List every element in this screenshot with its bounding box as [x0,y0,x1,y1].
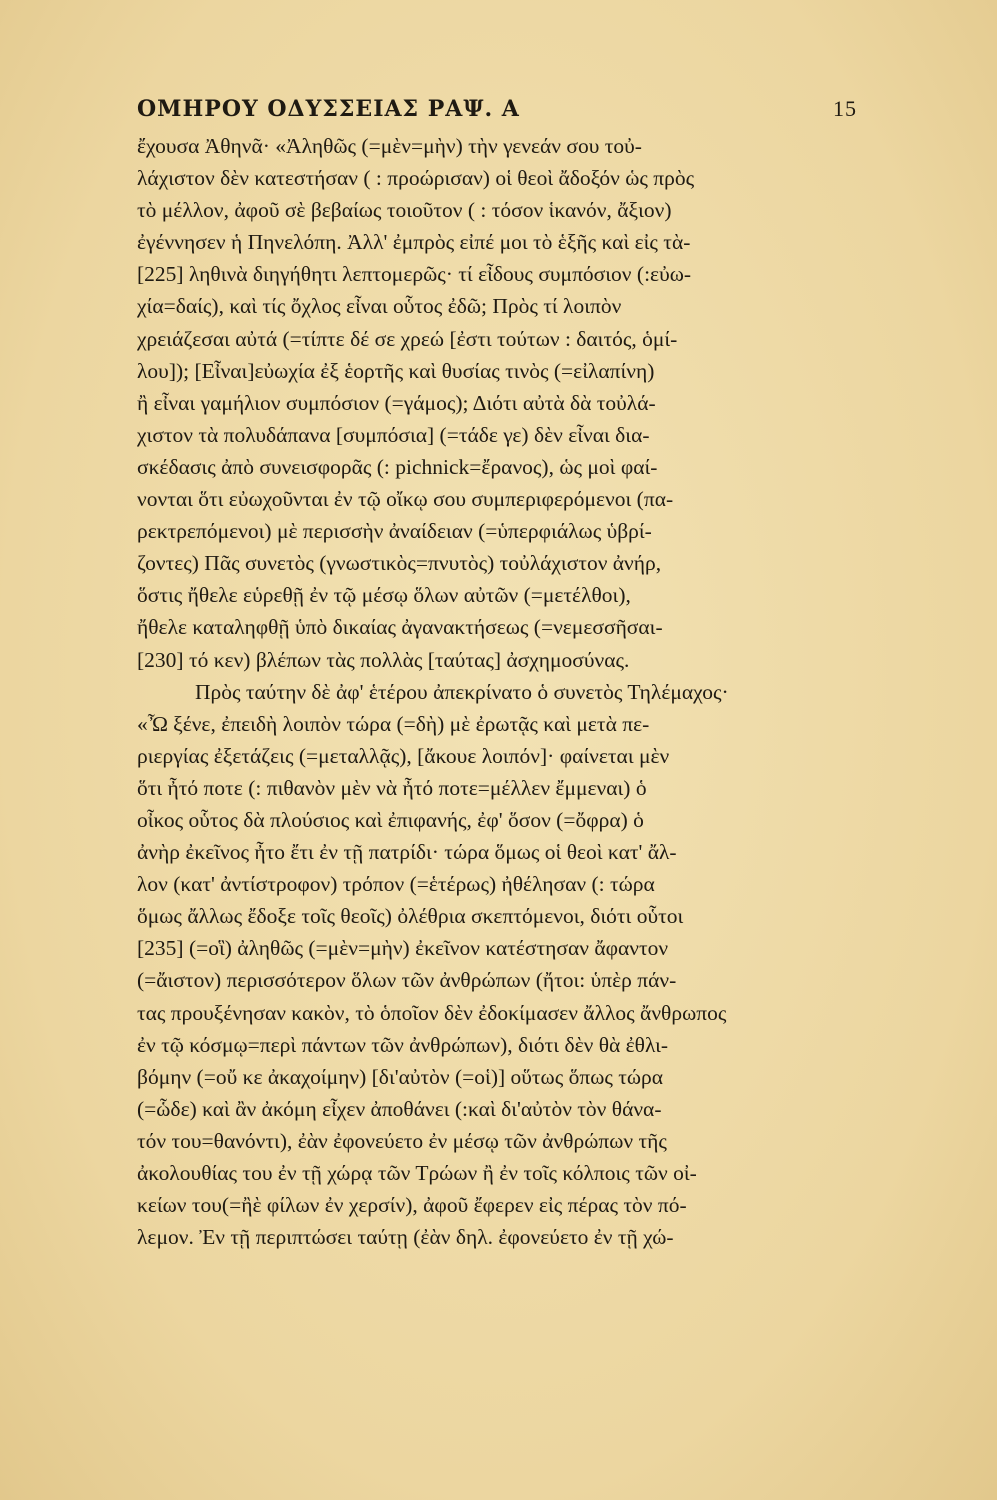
text-line: τας προυξένησαν κακὸν, τὸ ὁποῖον δὲν ἐδοκίμασεν ἄλλος ἄνθρωπος [137,1000,727,1025]
text-line: λάχιστον δὲν κατεστήσαν ( : προώρισαν) οἱ θεοὶ ἄδοξόν ὡς πρὸς [137,166,695,191]
page-number: 15 [833,96,857,121]
text-line: ἢ εἶναι γαμήλιον συμπόσιον (=γάμος); Διότι αὐτὰ δὰ τοὐλά- [137,390,656,415]
body-text [137,130,859,1253]
running-header [137,96,857,122]
text-line: λον (κατ' ἀντίστροφον) τρόπον (=ἑτέρως) ἠθέλησαν (: τώρα [137,872,655,897]
text-line: ἤθελε καταληφθῇ ὑπὸ δικαίας ἀγανακτήσεως (=νεμεσσῆσαι- [137,615,663,640]
text-line: κείων του(=ἢὲ φίλων ἐν χερσίν), ἀφοῦ ἔφερεν εἰς πέρας τὸν πό- [137,1193,687,1218]
text-line: (=ἄιστον) περισσότερον ὅλων τῶν ἀνθρώπων (ἤτοι: ὑπὲρ πάν- [137,968,677,993]
text-line-paragraph-start: Πρὸς ταύτην δὲ ἀφ' ἑτέρου ἀπεκρίνατο ὁ συνετὸς Τηλέμαχος· [195,679,729,704]
text-line: [230] τό κεν) βλέπων τὰς πολλὰς [ταύτας] ἀσχημοσύνας. [137,647,630,672]
text-line: χρειάζεσαι αὐτά (=τίπτε δέ σε χρεώ [ἐστι τούτων : δαιτός, ὁμί- [137,326,678,351]
text-line: ἐν τῷ κόσμῳ=περὶ πάντων τῶν ἀνθρώπων), διότι δὲν θὰ ἐθλι- [137,1032,669,1057]
text-line: ὅμως ἄλλως ἔδοξε τοῖς θεοῖς) ὀλέθρια σκεπτόμενοι, διότι οὗτοι [137,904,684,929]
text-line: ἀνὴρ ἐκεῖνος ἦτο ἔτι ἐν τῇ πατρίδι· τώρα ὅμως οἱ θεοὶ κατ' ἄλ- [137,840,677,865]
text-line: ὅτι ἦτό ποτε (: πιθανὸν μὲν νὰ ἦτό ποτε=μέλλεν ἔμμεναι) ὁ [137,775,647,800]
text-line: οἶκος οὗτος δὰ πλούσιος καὶ ἐπιφανής, ἐφ' ὅσον (=ὄφρα) ὁ [137,807,644,832]
text-line: χία=δαίς), καὶ τίς ὄχλος εἶναι οὗτος ἐδῶ; Πρὸς τί λοιπὸν [137,294,622,319]
text-line: [235] (=οἳ) ἀληθῶς (=μὲν=μὴν) ἐκεῖνον κατέστησαν ἄφαντον [137,936,669,961]
text-line: τόν του=θανόντι), ἐὰν ἐφονεύετο ἐν μέσῳ τῶν ἀνθρώπων τῆς [137,1128,667,1153]
text-line: «Ὦ ξένε, ἐπειδὴ λοιπὸν τώρα (=δὴ) μὲ ἐρωτᾷς καὶ μετὰ πε- [137,711,650,736]
text-line: ἐγέννησεν ἡ Πηνελόπη. Ἀλλ' ἐμπρὸς εἰπέ μοι τὸ ἑξῆς καὶ εἰς τὰ- [137,230,691,255]
text-line: τὸ μέλλον, ἀφοῦ σὲ βεβαίως τοιοῦτον ( : τόσον ἱκανόν, ἄξιον) [137,198,672,223]
header-title: ΟΜΗΡΟΥ ΟΔΥΣΣΕΙΑΣ ΡΑΨ. Α [137,96,520,122]
text-line: λου]); [Εἶναι]εὐωχία ἐξ ἑορτῆς καὶ θυσίας τινὸς (=εἰλαπίνη) [137,358,655,383]
text-line: ἀκολουθίας του ἐν τῇ χώρᾳ τῶν Τρώων ἢ ἐν τοῖς κόλποις τῶν οἰ- [137,1161,697,1185]
text-line: ζοντες) Πᾶς συνετὸς (γνωστικὸς=πνυτὸς) τοὐλάχιστον ἀνήρ, [137,551,662,576]
text-line: ρεκτρεπόμενοι) μὲ περισσὴν ἀναίδειαν (=ὑπερφιάλως ὑβρί- [137,519,652,544]
text-line: νονται ὅτι εὐωχοῦνται ἐν τῷ οἴκῳ σου συμπεριφερόμενοι (πα- [137,487,674,512]
text-line: ὅστις ἤθελε εὑρεθῇ ἐν τῷ μέσῳ ὅλων αὐτῶν (=μετέλθοι), [137,583,631,608]
text-line: λεμον. Ἐν τῇ περιπτώσει ταύτῃ (ἐὰν δηλ. ἐφονεύετο ἐν τῇ χώ- [137,1225,674,1250]
text-line: σκέδασις ἀπὸ συνεισφορᾶς (: pichnick=ἔρανος), ὡς μοὶ φαί- [137,454,658,479]
text-line: χιστον τὰ πολυδάπανα [συμπόσια] (=τάδε γε) δὲν εἶναι δια- [137,422,650,447]
text-line: βόμην (=οὔ κε ἀκαχοίμην) [δι'αὐτὸν (=οἱ)] οὕτως ὅπως τώρα [137,1064,664,1089]
text-line: ἔχουσα Ἀθηνᾶ· «Ἀληθῶς (=μὲν=μὴν) τὴν γενεάν σου τοὐ- [137,134,642,158]
text-line: ριεργίας ἐξετάζεις (=μεταλλᾷς), [ἄκουε λοιπόν]· φαίνεται μὲν [137,743,670,768]
text-line: (=ὧδε) καὶ ἂν ἀκόμη εἶχεν ἀποθάνει (:καὶ δι'αὐτὸν τὸν θάνα- [137,1096,662,1121]
text-line: [225] ληθινὰ διηγήθητι λεπτομερῶς· τί εἶδους συμπόσιον (:εὐω- [137,262,692,287]
